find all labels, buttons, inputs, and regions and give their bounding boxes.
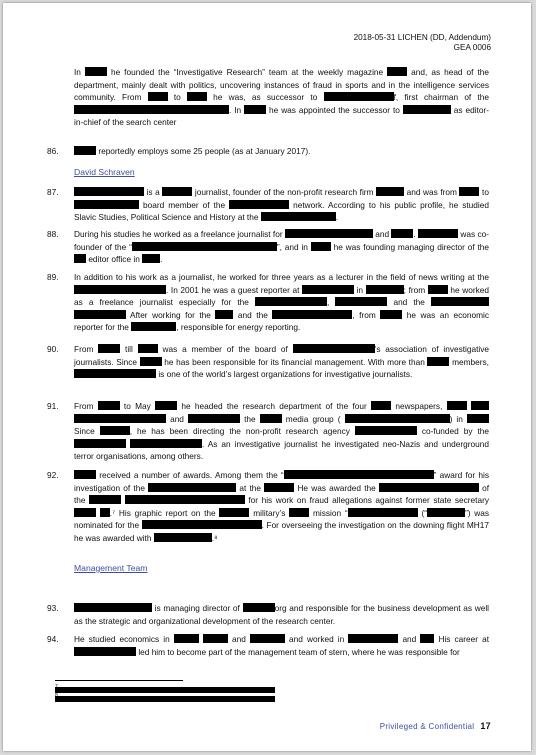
text: . [413, 229, 416, 239]
redaction [379, 483, 479, 492]
redaction [138, 344, 158, 353]
document-header [354, 33, 491, 53]
text: to [173, 92, 181, 103]
redaction [467, 414, 489, 423]
text: ”) was nominated for the [74, 507, 490, 531]
text: ” award for his investigation of the [74, 470, 489, 493]
paragraph-87 [47, 186, 489, 224]
redaction [155, 401, 177, 410]
redaction [420, 634, 434, 643]
redaction [302, 285, 354, 294]
text: led him to become part of the management team of stern, where he was responsible for [138, 646, 460, 657]
text: . As an investigative journalist he investigated neo-Nazis and underground terror organisations, among others. [74, 438, 489, 462]
text: was a member of the board of [162, 344, 288, 354]
redaction [459, 187, 479, 196]
redaction [250, 634, 285, 643]
redaction [74, 200, 139, 209]
text: of the [74, 482, 490, 506]
paragraph-94 [47, 633, 489, 658]
paragraph-89 [47, 271, 489, 334]
redaction [311, 242, 331, 251]
heading-management-team: Management Team [74, 563, 148, 573]
paragraph-number: 92. [47, 470, 59, 480]
redaction [371, 401, 391, 410]
redaction [391, 229, 416, 239]
text: to [482, 187, 489, 197]
redaction [89, 495, 121, 504]
paragraph-number: 86. [47, 146, 59, 156]
redaction [74, 310, 126, 319]
redaction [215, 310, 233, 319]
text: he headed the research department of the four [181, 401, 367, 411]
redaction [427, 508, 465, 517]
paragraph-92 [47, 469, 489, 545]
redaction [260, 414, 282, 423]
redaction [74, 105, 229, 114]
text: was co-founder of the “ [74, 229, 489, 252]
redaction [427, 357, 449, 366]
text: in [356, 284, 364, 295]
text: media group ( [285, 413, 341, 424]
text: and [402, 634, 417, 644]
redaction [74, 470, 96, 479]
paragraph-86 [47, 145, 489, 158]
heading-david-schraven: David Schraven [74, 167, 135, 177]
text: for his work on fraud allegations against former state secretary [248, 495, 490, 506]
redaction [74, 603, 152, 612]
text: He was awarded the [297, 482, 376, 493]
redaction [355, 426, 417, 435]
redaction [380, 310, 402, 319]
redaction [376, 187, 404, 196]
redaction [447, 401, 467, 410]
paragraph-number: 90. [47, 344, 59, 354]
redaction [366, 285, 404, 294]
redaction [188, 414, 240, 423]
redaction [74, 439, 126, 448]
redaction [289, 508, 309, 517]
footnote-7-redaction [55, 687, 275, 693]
redaction [348, 508, 418, 517]
redaction [428, 285, 448, 294]
text: and worked in [289, 634, 345, 644]
text: , [326, 297, 330, 308]
redaction [74, 369, 156, 378]
redaction [348, 634, 398, 643]
redaction [418, 229, 458, 238]
text: and [170, 413, 184, 424]
text: He studied economics in [74, 634, 170, 644]
text: the [244, 413, 256, 424]
redaction [74, 146, 96, 155]
redaction [74, 508, 96, 517]
text: and, as head of the department, mainly dealt with politics, uncovering instances of fraud in sports and in the intelligence services community. From [74, 67, 490, 103]
text: is managing director of [154, 603, 240, 613]
document-page [3, 3, 531, 751]
text: journalist, founder of the non-profit research firm [194, 187, 374, 197]
text: he founded the “Investigative Research” team at the weekly magazine [110, 67, 384, 77]
redaction [187, 92, 207, 101]
paragraph-90 [47, 343, 489, 381]
text: received a number of awards. Among them the “ [99, 470, 284, 480]
page-number: 17 [480, 721, 491, 731]
redaction [98, 344, 120, 353]
redaction [142, 254, 163, 265]
paragraph-number: 87. [47, 187, 59, 197]
text: till [125, 344, 133, 354]
paragraph-number: 89. [47, 272, 59, 282]
redaction [284, 470, 434, 479]
redaction [85, 67, 107, 76]
text: . [160, 254, 163, 265]
confidential-label: Privileged & Confidential [379, 722, 475, 731]
text: and the [393, 297, 425, 308]
text: His career at [438, 634, 490, 644]
text: . In [229, 104, 242, 115]
redaction [74, 187, 144, 196]
redaction [148, 483, 236, 492]
redaction [132, 242, 277, 251]
footnote-8-redaction [55, 696, 275, 702]
text: From [74, 344, 94, 354]
paragraph-number: 93. [47, 603, 59, 613]
text: and was from [406, 187, 457, 197]
text: co-funded by the [421, 426, 490, 437]
intro-paragraph [74, 66, 489, 129]
text: at the [239, 482, 262, 493]
redaction [272, 310, 352, 319]
paragraph-number: 88. [47, 229, 59, 239]
paragraph-91 [47, 400, 489, 463]
text: he was, as successor to [213, 92, 318, 103]
text: . In 2001 he was a guest reporter at [166, 284, 300, 295]
text: org and responsible for the business development as well as the strategic and organizational development of the research center. [74, 603, 490, 626]
paragraph-88 [47, 228, 489, 266]
text: network. According to his public profile, he studied Slavic Studies, Political Science and History at the [74, 199, 489, 223]
redaction [324, 92, 394, 101]
redaction [74, 647, 136, 656]
text: military’s [253, 507, 286, 518]
text: and the [237, 309, 268, 320]
redaction [285, 229, 373, 238]
redaction [125, 495, 245, 504]
redaction [140, 357, 162, 366]
redaction [293, 344, 375, 353]
redaction [335, 297, 387, 306]
header-line-2: GEA 0006 [453, 43, 491, 52]
text: In addition to his work as a journalist, he worked for three years as a lecturer in the field of news writing at the [74, 272, 489, 282]
redaction [142, 520, 262, 529]
text: ) in [449, 413, 463, 424]
text: reportedly employs some 25 people (as at January 2017). [98, 146, 311, 156]
footnote-separator [55, 680, 183, 681]
text: he was an economic reporter for the [74, 309, 489, 333]
text: he worked as a freelance journalist especially for the [74, 284, 489, 308]
redaction [403, 105, 451, 114]
text: editor office in [88, 254, 140, 265]
text: , he has been directing the non-profit research agency [129, 426, 350, 437]
redaction [98, 401, 120, 410]
text: he has been responsible for its financial management. With more than [164, 356, 425, 367]
redaction [74, 254, 86, 263]
header-line-1: 2018-05-31 LICHEN (DD, Addendum) [353, 33, 491, 42]
redaction [174, 634, 199, 643]
redaction [387, 67, 407, 76]
text: and [375, 229, 390, 239]
text: .⁸ [211, 532, 218, 543]
text: From [74, 401, 94, 411]
redaction [261, 212, 339, 223]
text: ”, and in [276, 241, 308, 252]
redaction [74, 414, 166, 423]
text: mission “ [312, 507, 348, 518]
text: Since [74, 426, 95, 437]
text: In [74, 67, 81, 77]
redaction [154, 533, 212, 542]
redaction [203, 634, 228, 643]
text: . For overseeing the investigation on the downing flight MH17 he was awarded with [74, 520, 489, 543]
text: After working for the [130, 309, 211, 320]
text: he was appointed the successor to [269, 104, 400, 115]
text: is a [146, 187, 160, 197]
text: (“ [421, 507, 427, 518]
paragraph-number: 94. [47, 634, 59, 644]
redaction [148, 92, 168, 101]
redaction [229, 200, 289, 209]
text: to May [123, 401, 151, 411]
text: f, first chairman of the [393, 92, 489, 103]
redaction [74, 285, 166, 294]
text: ’s association of investigative journalists. Since [74, 344, 490, 367]
redaction [243, 603, 275, 612]
redaction [130, 439, 202, 448]
redaction [131, 322, 176, 331]
redaction [345, 414, 450, 423]
text: newspapers, [395, 401, 443, 411]
text: board member of the [143, 199, 226, 210]
redaction [100, 508, 110, 517]
text: , responsible for energy reporting. [176, 322, 301, 333]
text: he was founding managing director of the [333, 241, 489, 252]
redaction [471, 401, 489, 410]
text: , from [352, 309, 376, 320]
text: . [335, 212, 339, 223]
redaction [100, 426, 130, 435]
redaction [255, 297, 330, 308]
text: During his studies he worked as a freelance journalist for [74, 229, 283, 239]
page-footer [380, 721, 491, 731]
paragraph-93 [47, 602, 489, 627]
redaction [219, 508, 249, 517]
text: .⁷ His graphic report on the [109, 507, 216, 518]
text: as editor-in-chief of the search center [74, 104, 490, 128]
text: members, [452, 356, 489, 367]
redaction [162, 187, 192, 196]
text: ; from [403, 284, 426, 295]
redaction [244, 105, 266, 114]
text: is one of the world’s largest organizations for investigative journalists. [158, 369, 413, 380]
redaction [264, 483, 294, 492]
paragraph-number: 91. [47, 401, 59, 411]
redaction [431, 297, 489, 306]
text: and [232, 634, 246, 644]
